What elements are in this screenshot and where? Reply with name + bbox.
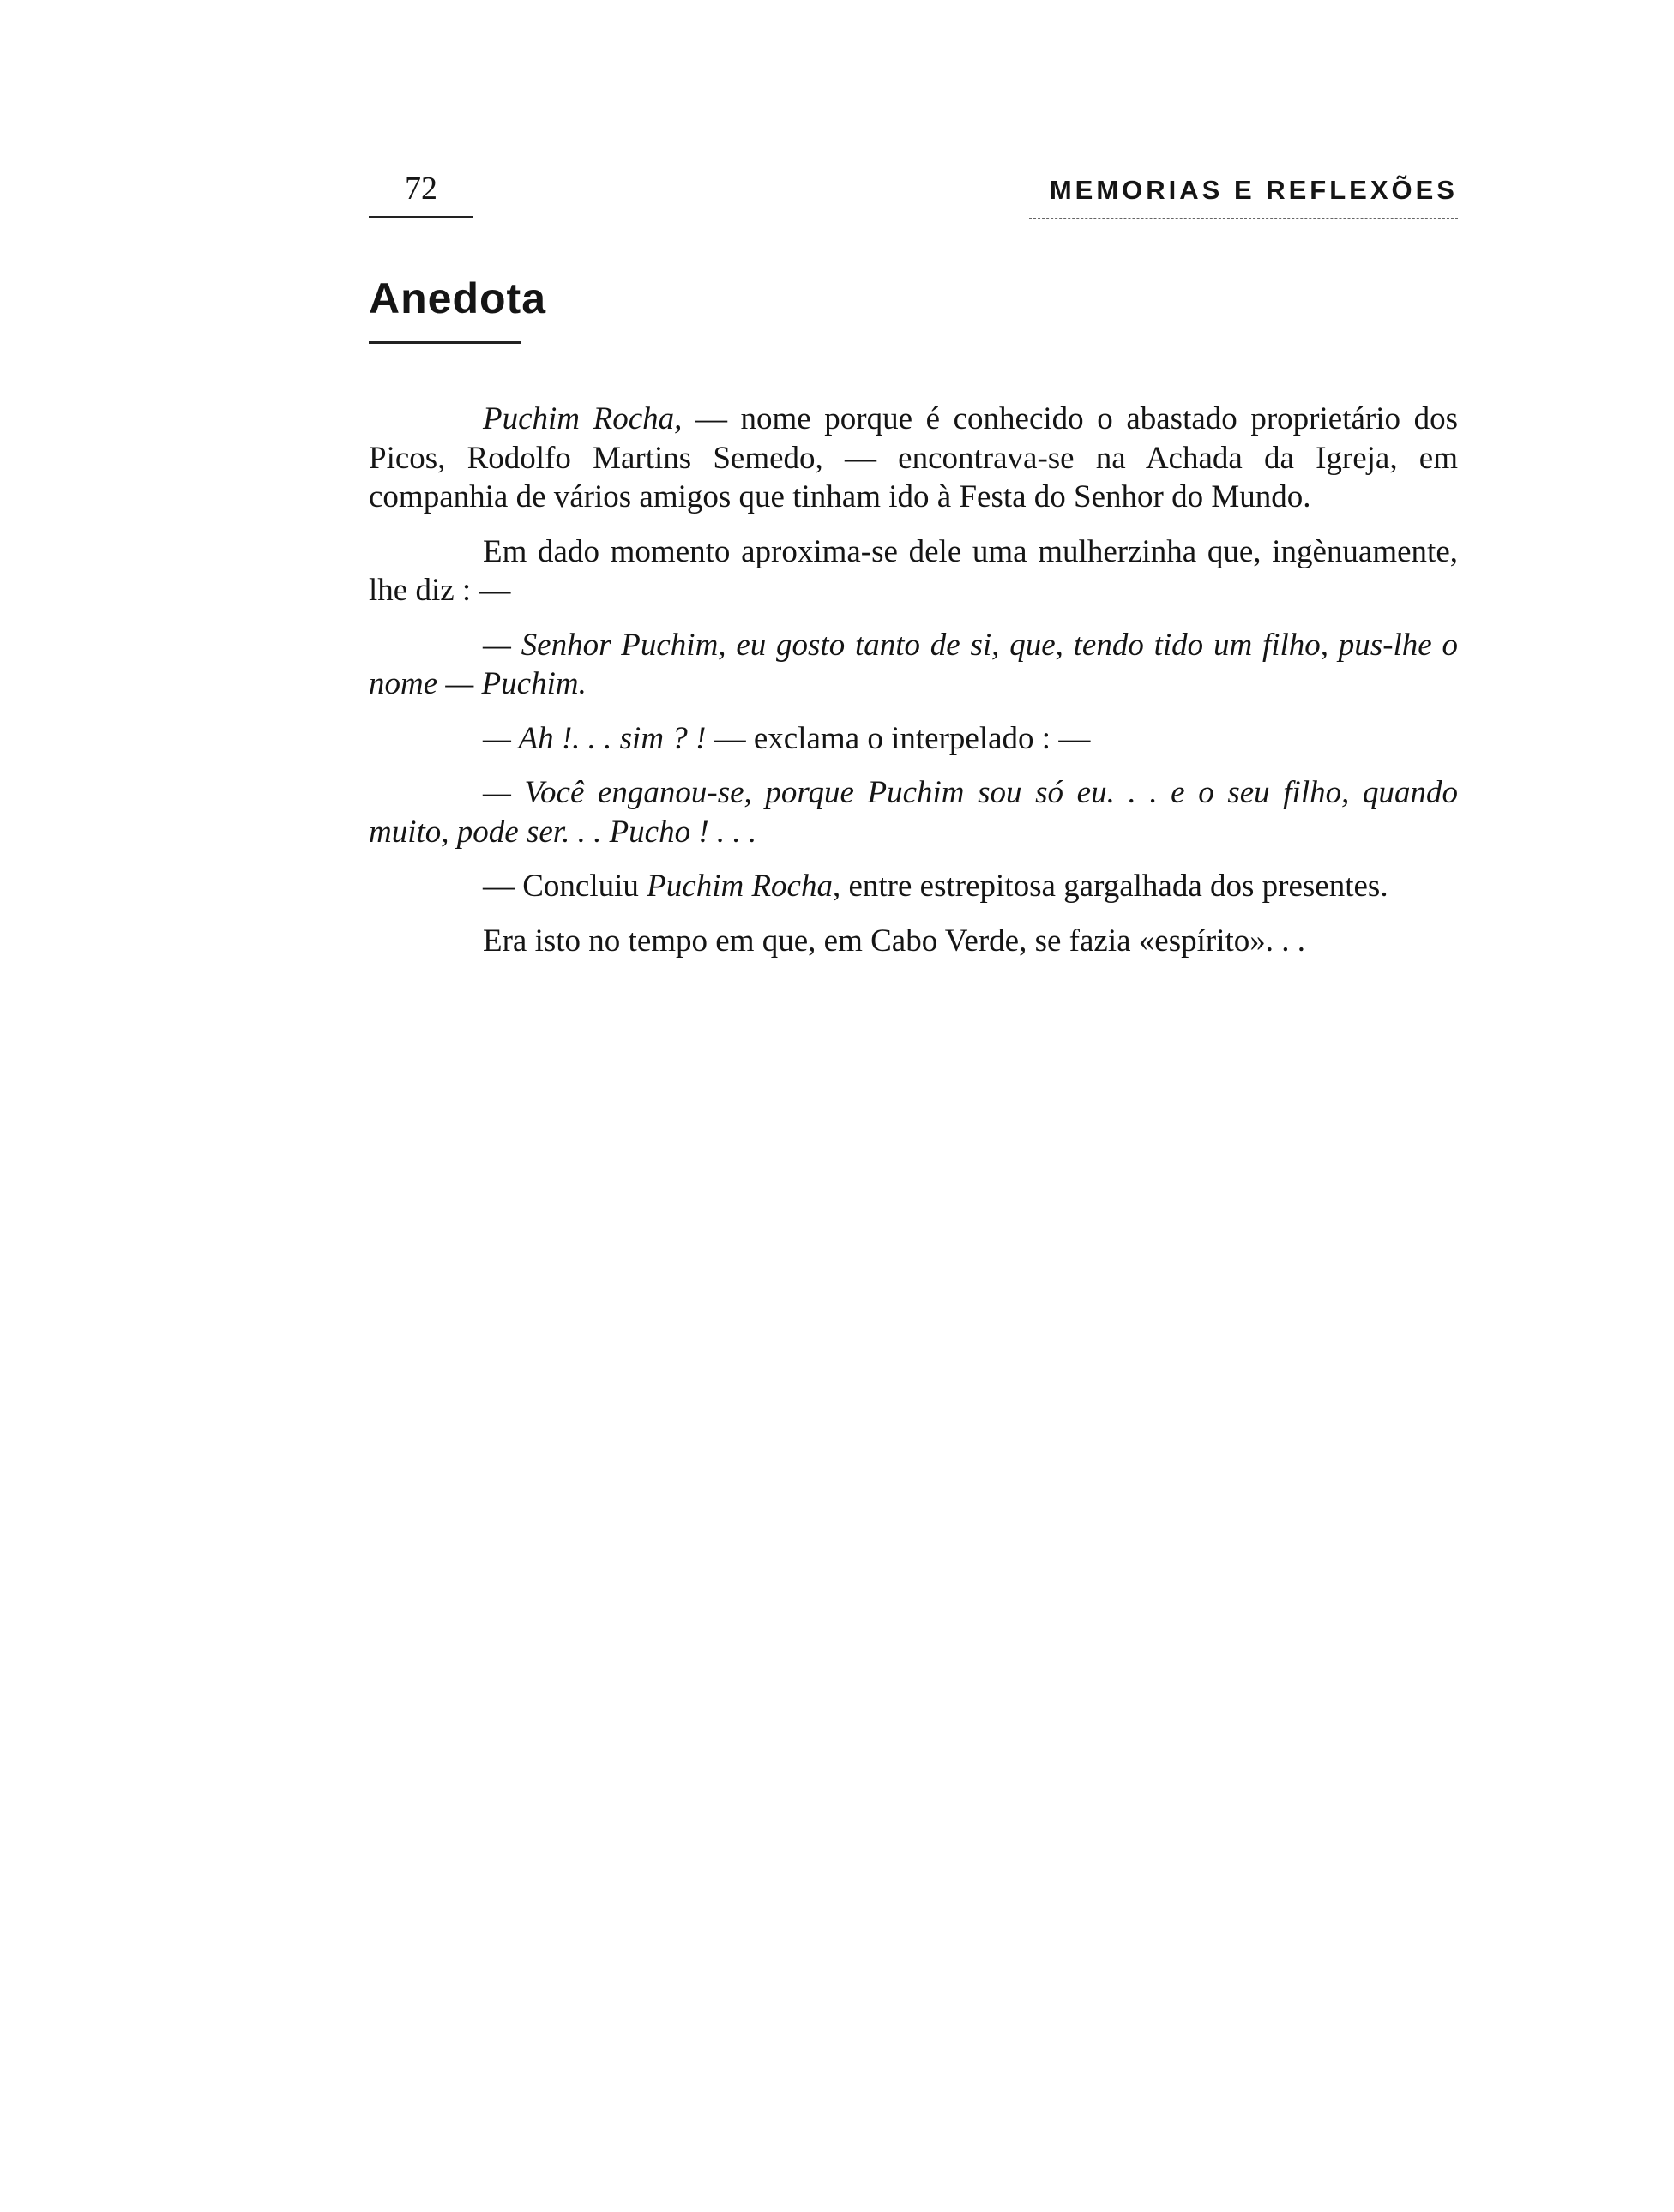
text-run: Em dado momento aproxima-se dele uma mulherzinha que, ingènuamente, lhe diz : — xyxy=(369,533,1458,608)
text-run: — nome porque é conhecido o abastado proprietário dos Picos, Rodolfo Martins Semedo, — encontrava-se na Achada da Igreja, em companhia de vários amigos que tinham ido à Festa do Senhor do Mundo. xyxy=(369,401,1458,514)
italic-text-run: — Você enganou-se, porque Puchim sou só eu. . . e o seu filho, quando muito, pode ser. . . Pucho ! . . . xyxy=(369,775,1458,850)
section-title: Anedota xyxy=(369,274,546,322)
paragraph xyxy=(369,773,1458,851)
header-rule xyxy=(1029,218,1458,219)
running-header xyxy=(369,163,1458,223)
paragraph xyxy=(369,400,1458,517)
italic-text-run: — Senhor Puchim, eu gosto tanto de si, que, tendo tido um filho, pus-lhe o nome — Puchim. xyxy=(369,627,1458,701)
italic-text-run: Puchim Rocha, xyxy=(483,401,683,436)
italic-text-run: — Ah !. . . sim ? ! xyxy=(483,720,707,756)
paragraph xyxy=(369,626,1458,704)
paragraph xyxy=(369,532,1458,610)
italic-text-run: Puchim Rocha xyxy=(647,869,833,904)
title-underline xyxy=(369,341,521,344)
paragraph xyxy=(369,719,1458,759)
text-run: Era isto no tempo em que, em Cabo Verde, se fazia «espírito». . . xyxy=(483,923,1306,959)
running-title: MEMORIAS E REFLEXÕES xyxy=(1049,175,1458,205)
paragraph xyxy=(369,922,1458,961)
page-number: 72 xyxy=(369,170,473,218)
body-text xyxy=(369,400,1458,976)
paragraph xyxy=(369,867,1458,906)
text-run: — Concluiu xyxy=(483,869,647,904)
text-run: , entre estrepitosa gargalhada dos presentes. xyxy=(832,869,1388,904)
text-run: — exclama o interpelado : — xyxy=(706,720,1091,756)
